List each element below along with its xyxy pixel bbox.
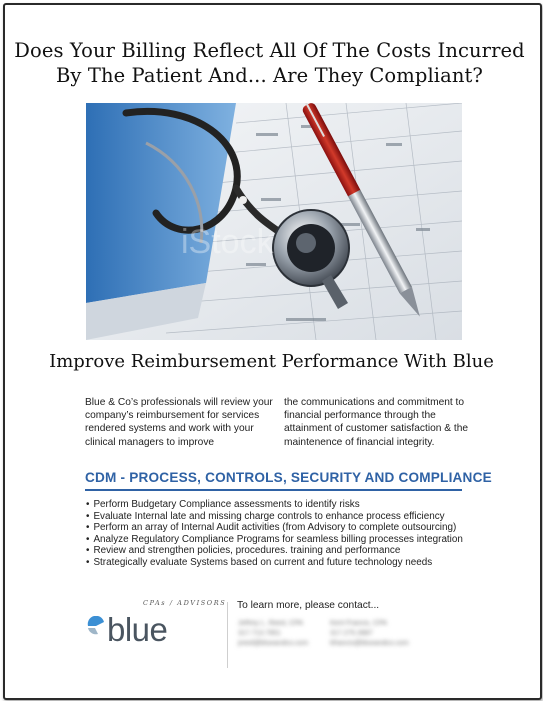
photo-watermark: iStock [181, 223, 274, 261]
blue-logo-mark-icon [86, 616, 106, 636]
headline-line-2: By The Patient And... Are They Compliant? [56, 64, 483, 87]
hero-photo-stethoscope-pen [86, 103, 462, 340]
contact-email[interactable]: jreed@blueandco.com [238, 640, 309, 647]
contact-phone: 317.713.7951 [238, 630, 281, 637]
intro-column-right: the communications and commitment to financial performance through the attainment of customer satisfaction & the maintenence of financial integrity. [284, 397, 469, 448]
contact-email[interactable]: kfrancis@blueandco.com [330, 640, 409, 647]
section-heading: CDM - PROCESS, CONTROLS, SECURITY AND COMPLIANCE [85, 470, 492, 485]
list-item: • Perform an array of Internal Audit activities (from Advisory to complete outsourcing) [86, 522, 476, 534]
service-bullet-list [86, 499, 476, 569]
headline-line-1: Does Your Billing Reflect All Of The Costs Incurred [14, 39, 525, 62]
contact-divider [227, 602, 228, 668]
contact-card-1 [238, 619, 308, 649]
contact-name: Kent Francis, CPA [330, 620, 388, 627]
subheadline: Improve Reimbursement Performance With Blue [49, 351, 494, 372]
contact-phone: 317.275.3987 [330, 630, 373, 637]
contact-name: Jeffrey L. Reed, CPA [238, 620, 304, 627]
list-item: • Perform Budgetary Compliance assessments to identify risks [86, 499, 476, 511]
list-item: • Strategically evaluate Systems based on current and future technology needs [86, 557, 476, 569]
blue-logo-wordmark: blue [107, 611, 168, 648]
contact-card-2 [330, 619, 409, 649]
contact-lead-text: To learn more, please contact... [237, 600, 380, 611]
intro-column-left: Blue & Co’s professionals will review your company’s reimbursement for services rendered systems and work with your clinical managers to improve [85, 397, 273, 448]
headline [0, 38, 539, 88]
list-item: • Review and strengthen policies, procedures. training and performance [86, 545, 476, 557]
section-rule [85, 489, 462, 491]
logo-tagline: CPAs / ADVISORS [143, 599, 227, 607]
list-item: • Analyze Regulatory Compliance Programs for seamless billing processes integration [86, 534, 476, 546]
hero-photo-illustration [86, 103, 462, 340]
list-item: • Evaluate Internal late and missing charge controls to enhance process efficiency [86, 511, 476, 523]
